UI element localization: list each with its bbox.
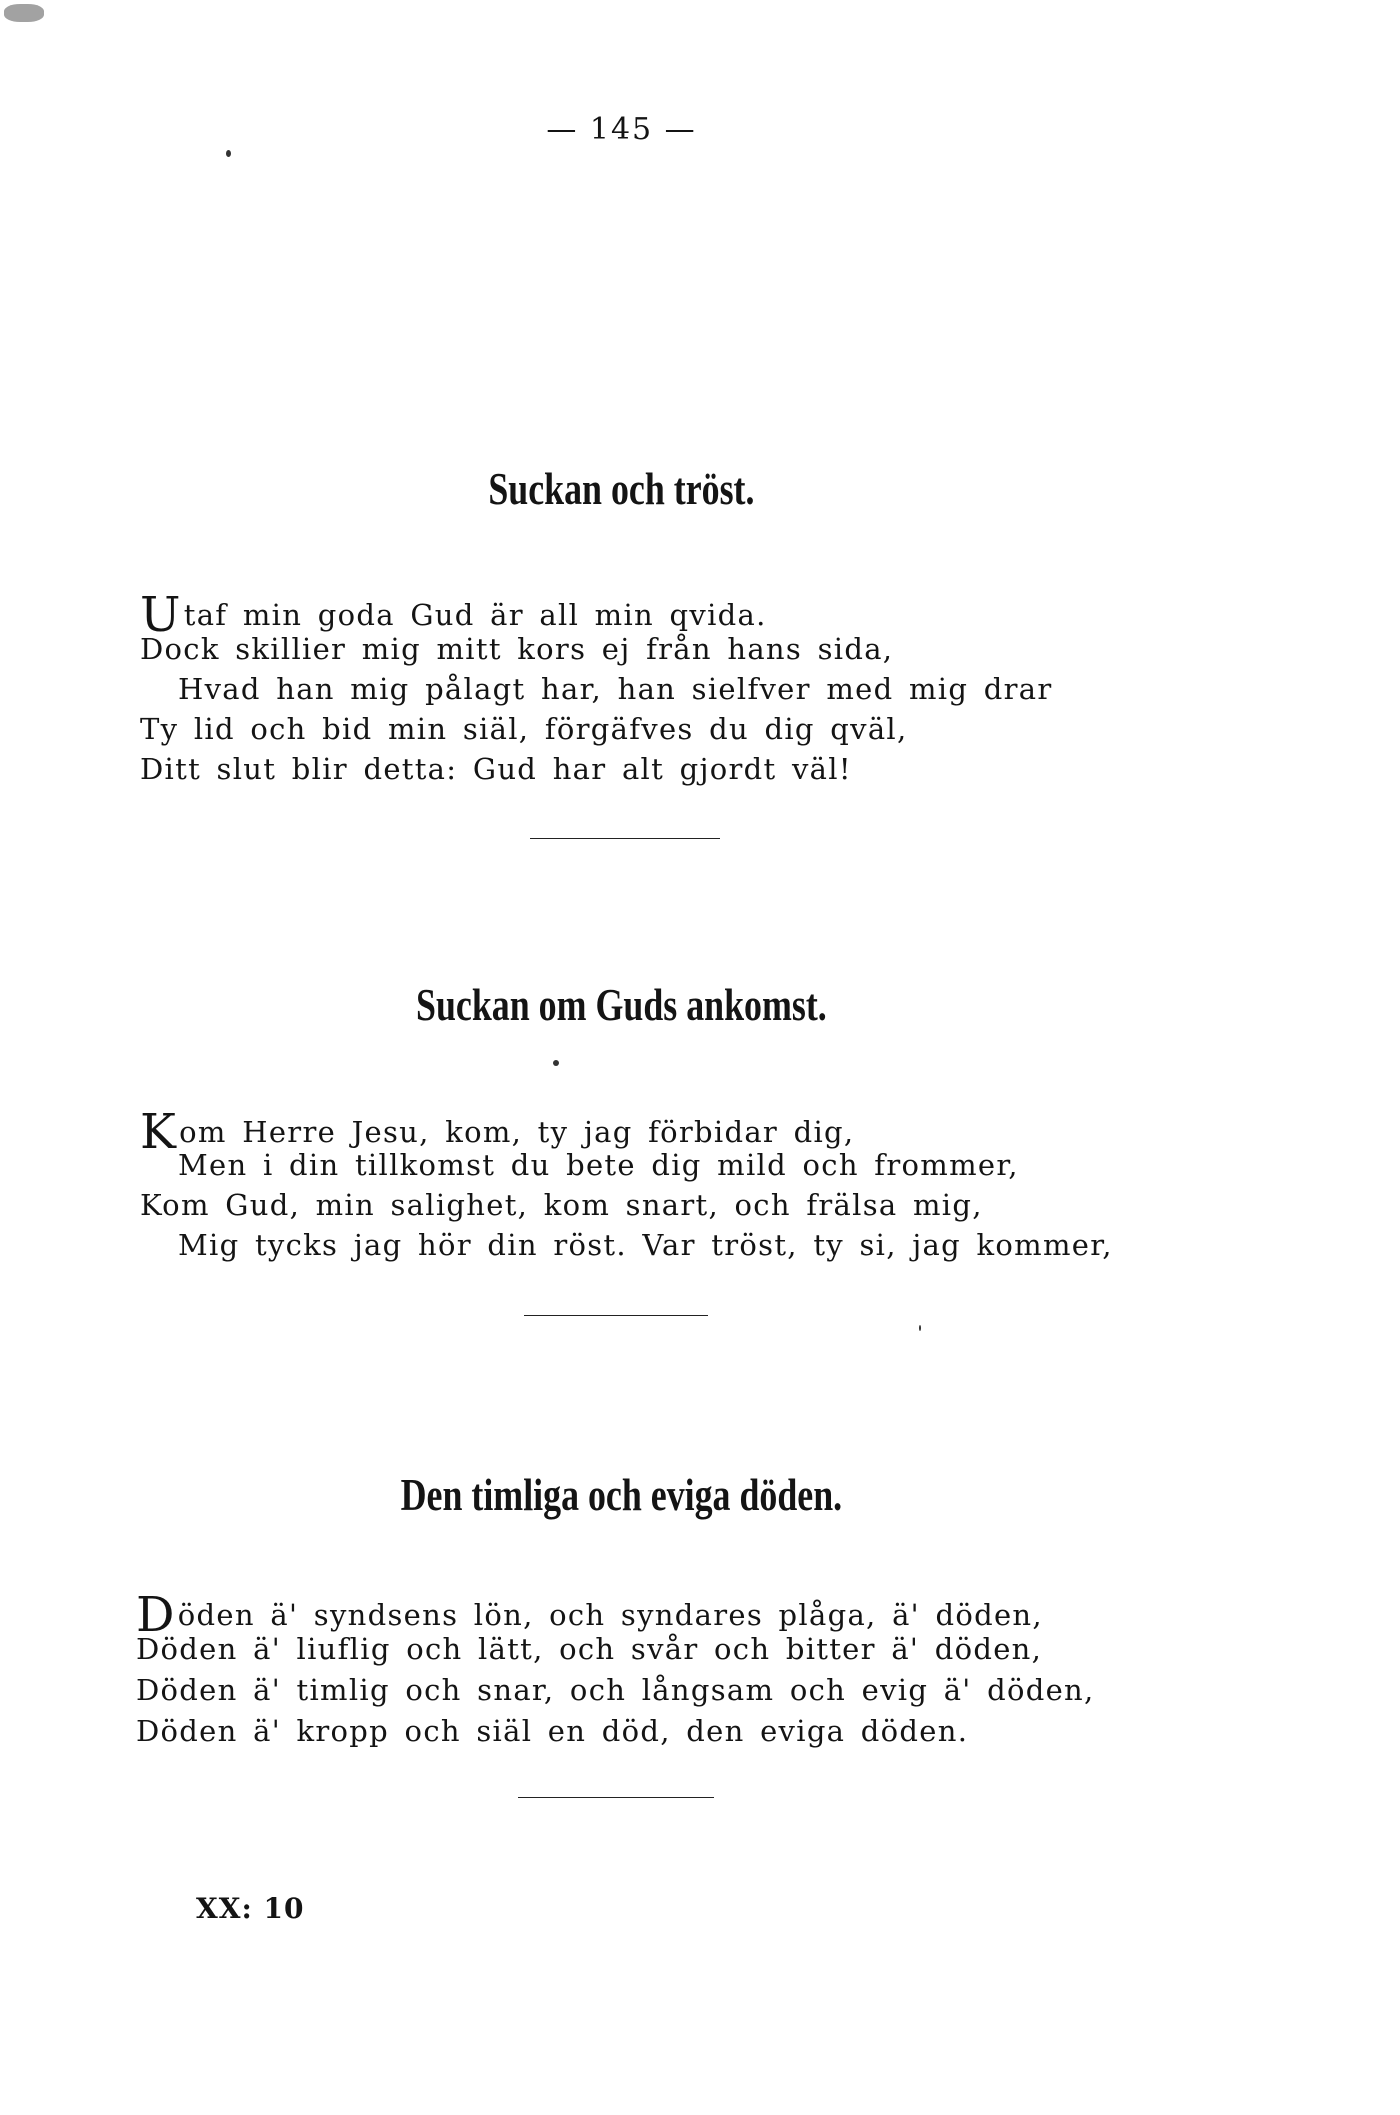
poem-2-line-3: Kom Gud, min salighet, kom snart, och frälsa mig, [140,1188,983,1222]
scan-speck [4,4,44,22]
poem-1-line-4: Ty lid och bid min siäl, förgäfves du dig qväl, [140,712,908,746]
poem-3-line-3: Döden ä' timlig och snar, och långsam och evig ä' döden, [136,1673,1095,1707]
poem-1-line-2: Dock skillier mig mitt kors ej från hans sida, [140,632,894,666]
page-number: — 145 — [546,112,697,147]
poem-3-line-1: Döden ä' syndsens lön, och syndares plåga, ä' döden, [136,1587,1043,1643]
poem-2-line-4: Mig tycks jag hör din röst. Var tröst, ty si, jag kommer, [178,1228,1113,1262]
drop-initial: K [140,1104,178,1160]
poem-1-line-1: Utaf min goda Gud är all min qvida. [140,587,767,643]
section-divider [524,1315,708,1316]
scan-speck [919,1325,921,1331]
drop-initial: D [136,1587,176,1643]
poem-3-line-2: Döden ä' liuflig och lätt, och svår och bitter ä' döden, [136,1632,1043,1666]
poem-1-line-3: Hvad han mig pålagt har, han sielfver med mig drar [178,672,1053,706]
scan-speck [226,150,231,157]
poem-title-1: Suckan och tröst. [488,463,755,514]
scan-speck [553,1060,559,1066]
drop-initial: U [140,587,182,643]
poem-3-line-4: Döden ä' kropp och siäl en död, den eviga döden. [136,1714,969,1748]
poem-1-line-5: Ditt slut blir detta: Gud har alt gjordt väl! [140,752,852,786]
poem-title-2: Suckan om Guds ankomst. [416,979,827,1030]
section-divider [518,1797,714,1798]
poem-2-line-2: Men i din tillkomst du bete dig mild och frommer, [178,1148,1019,1182]
poem-title-3: Den timliga och eviga döden. [400,1469,843,1520]
signature-mark: XX: 10 [196,1892,305,1925]
section-divider [530,838,720,839]
poem-2-line-1: Kom Herre Jesu, kom, ty jag förbidar dig, [140,1104,855,1160]
